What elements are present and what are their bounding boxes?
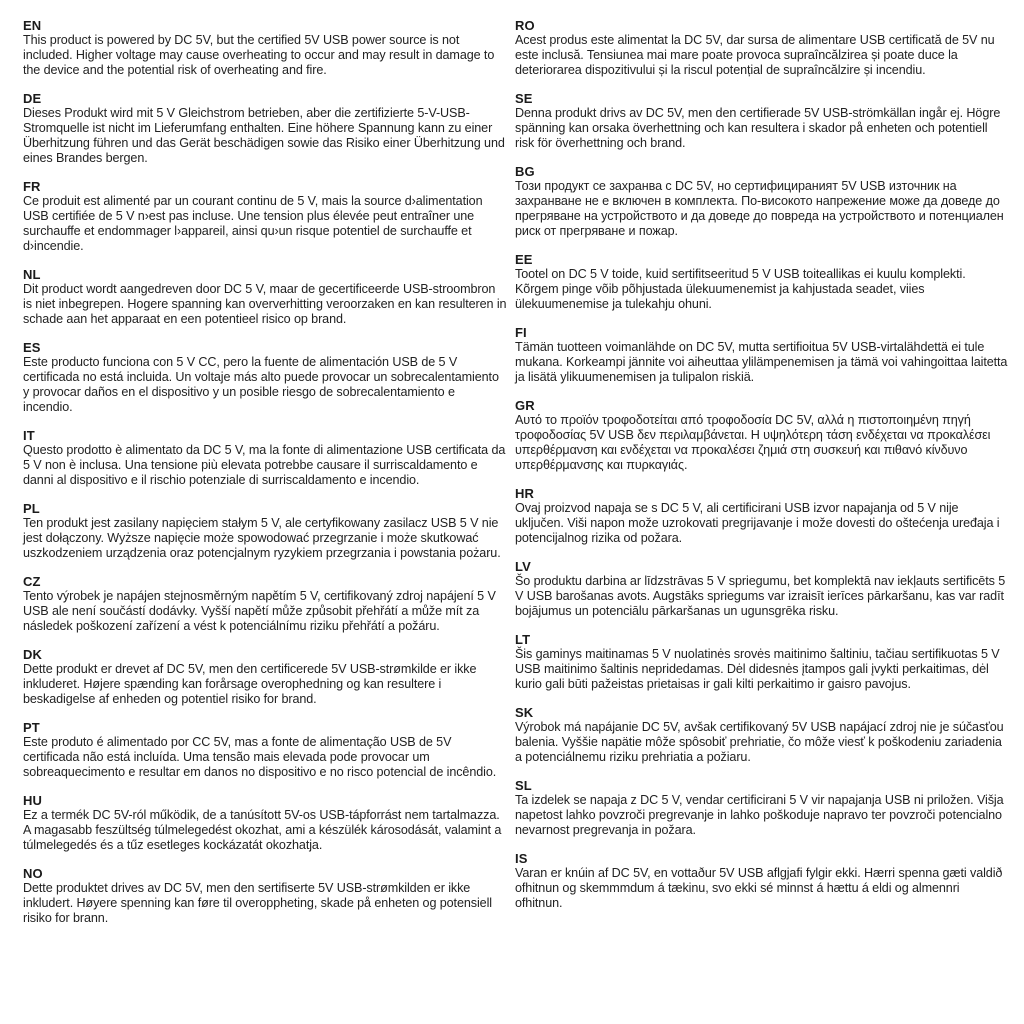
- language-code: IS: [515, 851, 528, 866]
- language-section-se: [515, 91, 1009, 151]
- warning-text: Tämän tuotteen voimanlähde on DC 5V, mutta sertifioitua 5V USB-virtalähdettä ei tule mukana. Korkeampi jännite voi aiheuttaa ylilämpenemisen ja tämä voi vahingoittaa laitetta ja lisätä ylikuumenemisen ja tulipalon riskiä.: [515, 340, 1008, 384]
- warning-text: Този продукт се захранва с DC 5V, но сертифицираният 5V USB източник на захранване не е включен в комплекта. По-високото напрежение може да доведе до прегряване на устройството и да доведе до повреда на устройството и потенциален риск от прегряване и пожар.: [515, 179, 1004, 238]
- warning-text: Tootel on DC 5 V toide, kuid sertifitseeritud 5 V USB toiteallikas ei kuulu komplekti. Kõrgem pinge võib põhjustada ülekuumenemist ja kahjustada seadet, viies ülekuumenemise ja tulekahju ohuni.: [515, 267, 966, 311]
- warning-text: Este produto é alimentado por CC 5V, mas a fonte de alimentação USB de 5V certificada não está incluída. Uma tensão mais elevada pode provocar um sobreaquecimento e resultar em danos no dispositivo e no risco potencial de incêndio.: [23, 735, 497, 779]
- warning-text: Dette produkt er drevet af DC 5V, men den certificerede 5V USB-strømkilde er ikke inkluderet. Højere spænding kan forårsage overophedning og kan resultere i beskadigelse af enheden og potentiel risiko for brand.: [23, 662, 477, 706]
- language-section-pl: [23, 501, 507, 561]
- language-code: SE: [515, 91, 533, 106]
- language-section-fr: [23, 179, 507, 254]
- language-code: DE: [23, 91, 42, 106]
- language-code: NL: [23, 267, 41, 282]
- language-code: RO: [515, 18, 535, 33]
- warning-text: Dit product wordt aangedreven door DC 5 V, maar de gecertificeerde USB-stroombron is niet inbegrepen. Hogere spanning kan oververhitting veroorzaken en kan resulteren in schade aan het apparaat en een potentieel risico op brand.: [23, 282, 507, 326]
- warning-text: Acest produs este alimentat la DC 5V, dar sursa de alimentare USB certificată de 5V nu este inclusă. Tensiunea mai mare poate provoca supraîncălzirea și poate duce la deteriorarea dispozitivului și la riscul potențial de supraîncălzire și incendiu.: [515, 33, 995, 77]
- language-code: NO: [23, 866, 43, 881]
- warning-text: Dette produktet drives av DC 5V, men den sertifiserte 5V USB-strømkilden er ikke inkludert. Høyere spenning kan føre til overoppheting, skade på enheten og potensiell risiko for brann.: [23, 881, 492, 925]
- language-section-pt: [23, 720, 507, 780]
- language-section-gr: [515, 398, 1009, 473]
- language-section-cz: [23, 574, 507, 634]
- warning-text: Ce produit est alimenté par un courant continu de 5 V, mais la source d›alimentation USB certifiée de 5 V n›est pas incluse. Une tension plus élevée peut entraîner une surchauffe et endommager l›appareil, ainsi qu›un risque potentiel de surchauffe et d›incendie.: [23, 194, 483, 253]
- warning-text: This product is powered by DC 5V, but the certified 5V USB power source is not included. Higher voltage may cause overheating to occur and may result in damage to the device and the potential risk of overheating and fire.: [23, 33, 495, 77]
- left-column: [23, 18, 507, 939]
- language-section-hr: [515, 486, 1009, 546]
- language-code: SL: [515, 778, 532, 793]
- language-section-is: [515, 851, 1009, 911]
- warning-text: Questo prodotto è alimentato da DC 5 V, ma la fonte di alimentazione USB certificata da 5 V non è inclusa. Una tensione più elevata potrebbe causare il surriscaldamento e danni al dispositivo e il rischio potenziale di surriscaldamento e incendio.: [23, 443, 506, 487]
- warning-text: Dieses Produkt wird mit 5 V Gleichstrom betrieben, aber die zertifizierte 5-V-USB-Stromquelle ist nicht im Lieferumfang enthalten. Eine höhere Spannung kann zu einer Überhitzung führen und das Gerät beschädigen sowie das Risiko einer Überhitzung und eines Brandes bergen.: [23, 106, 505, 165]
- language-code: PL: [23, 501, 40, 516]
- language-section-en: [23, 18, 507, 78]
- language-code: GR: [515, 398, 535, 413]
- language-code: EE: [515, 252, 533, 267]
- warning-text: Ez a termék DC 5V-ról működik, de a tanúsított 5V-os USB-tápforrást nem tartalmazza. A magasabb feszültség túlmelegedést okozhat, ami a készülék károsodását, valamint a túlmelegedés és a tűz esetleges kockázatát okozhatja.: [23, 808, 502, 852]
- warning-text: Tento výrobek je napájen stejnosměrným napětím 5 V, certifikovaný zdroj napájení 5 V USB ale není součástí dodávky. Vyšší napětí může způsobit přehřátí a může mít za následek poškození zařízení a vést k potenciálnímu riziku přehřátí a požáru.: [23, 589, 496, 633]
- language-code: EN: [23, 18, 42, 33]
- language-section-hu: [23, 793, 507, 853]
- language-section-nl: [23, 267, 507, 327]
- language-code: HU: [23, 793, 42, 808]
- language-section-lt: [515, 632, 1009, 692]
- language-section-sl: [515, 778, 1009, 838]
- language-section-de: [23, 91, 507, 166]
- warning-text: Šis gaminys maitinamas 5 V nuolatinės srovės maitinimo šaltiniu, tačiau sertifikuotas 5 V USB maitinimo šaltinis nepridedamas. Dėl didesnės įtampos gali įvykti perkaitimas, dėl kurio gali būti pažeistas prietaisas ir gali kilti perkaitimo ir gaisro pavojus.: [515, 647, 1000, 691]
- warning-text: Ta izdelek se napaja z DC 5 V, vendar certificirani 5 V vir napajanja USB ni priložen. Višja napetost lahko povzroči pregrevanje in lahko poškoduje napravo ter povzroči potencialno nevarnost pregrevanja in požara.: [515, 793, 1004, 837]
- language-code: LV: [515, 559, 531, 574]
- language-section-bg: [515, 164, 1009, 239]
- right-column: [515, 18, 1009, 924]
- language-code: FR: [23, 179, 41, 194]
- language-code: ES: [23, 340, 41, 355]
- language-code: PT: [23, 720, 40, 735]
- warning-text: Este producto funciona con 5 V CC, pero la fuente de alimentación USB de 5 V certificada no está incluida. Un voltaje más alto puede provocar un sobrecalentamiento y provocar daños en el dispositivo y un posible riesgo de sobrecalentamiento e incendio.: [23, 355, 499, 414]
- language-code: BG: [515, 164, 535, 179]
- language-code: FI: [515, 325, 527, 340]
- warning-text: Αυτό το προϊόν τροφοδοτείται από τροφοδοσία DC 5V, αλλά η πιστοποιημένη πηγή τροφοδοσίας 5V USB δεν περιλαμβάνεται. Η υψηλότερη τάση ενδέχεται να προκαλέσει υπερθέρμανση και ενδέχεται να προκαλέσει ζημιά στη συσκευή και πιθανό κίνδυνο υπερθέρμανσης και πυρκαγιάς.: [515, 413, 991, 472]
- language-section-sk: [515, 705, 1009, 765]
- language-section-it: [23, 428, 507, 488]
- language-code: DK: [23, 647, 42, 662]
- language-code: SK: [515, 705, 534, 720]
- warning-text: Varan er knúin af DC 5V, en vottaður 5V USB aflgjafi fylgir ekki. Hærri spenna gæti valdið ofhitnun og skemmmdum á tækinu, svo ekki sé minnst á hættu á eldi og almennri ofhitnun.: [515, 866, 1003, 910]
- language-section-ee: [515, 252, 1009, 312]
- language-code: CZ: [23, 574, 41, 589]
- language-code: IT: [23, 428, 35, 443]
- language-code: LT: [515, 632, 531, 647]
- warning-text: Ten produkt jest zasilany napięciem stałym 5 V, ale certyfikowany zasilacz USB 5 V nie jest dołączony. Wyższe napięcie może spowodować przegrzanie i może skutkować uszkodzeniem urządzenia oraz potencjalnym ryzykiem przegrzania i powstania pożaru.: [23, 516, 501, 560]
- language-section-dk: [23, 647, 507, 707]
- warning-text: Výrobok má napájanie DC 5V, avšak certifikovaný 5V USB napájací zdroj nie je súčasťou balenia. Vyššie napätie môže spôsobiť prehriatie, čo môže viesť k poškodeniu zariadenia a potenciálnemu riziku prehriatia a požiaru.: [515, 720, 1004, 764]
- warning-text: Ovaj proizvod napaja se s DC 5 V, ali certificirani USB izvor napajanja od 5 V nije uključen. Viši napon može uzrokovati pregrijavanje i može dovesti do oštećenja uređaja i potencijalnog rizika od požara.: [515, 501, 1000, 545]
- warning-text: Šo produktu darbina ar līdzstrāvas 5 V spriegumu, bet komplektā nav iekļauts sertificēts 5 V USB barošanas avots. Augstāks spriegums var izraisīt ierīces pārkaršanu, kas var radīt bojājumus un potenciālu pārkaršanas un ugunsgrēka risku.: [515, 574, 1006, 618]
- warning-text: Denna produkt drivs av DC 5V, men den certifierade 5V USB-strömkällan ingår ej. Högre spänning kan orsaka överhettning och kan resultera i skador på enheten och potentiell risk för överhettning och brand.: [515, 106, 1001, 150]
- language-section-fi: [515, 325, 1009, 385]
- language-section-lv: [515, 559, 1009, 619]
- language-section-ro: [515, 18, 1009, 78]
- language-section-no: [23, 866, 507, 926]
- language-section-es: [23, 340, 507, 415]
- language-code: HR: [515, 486, 534, 501]
